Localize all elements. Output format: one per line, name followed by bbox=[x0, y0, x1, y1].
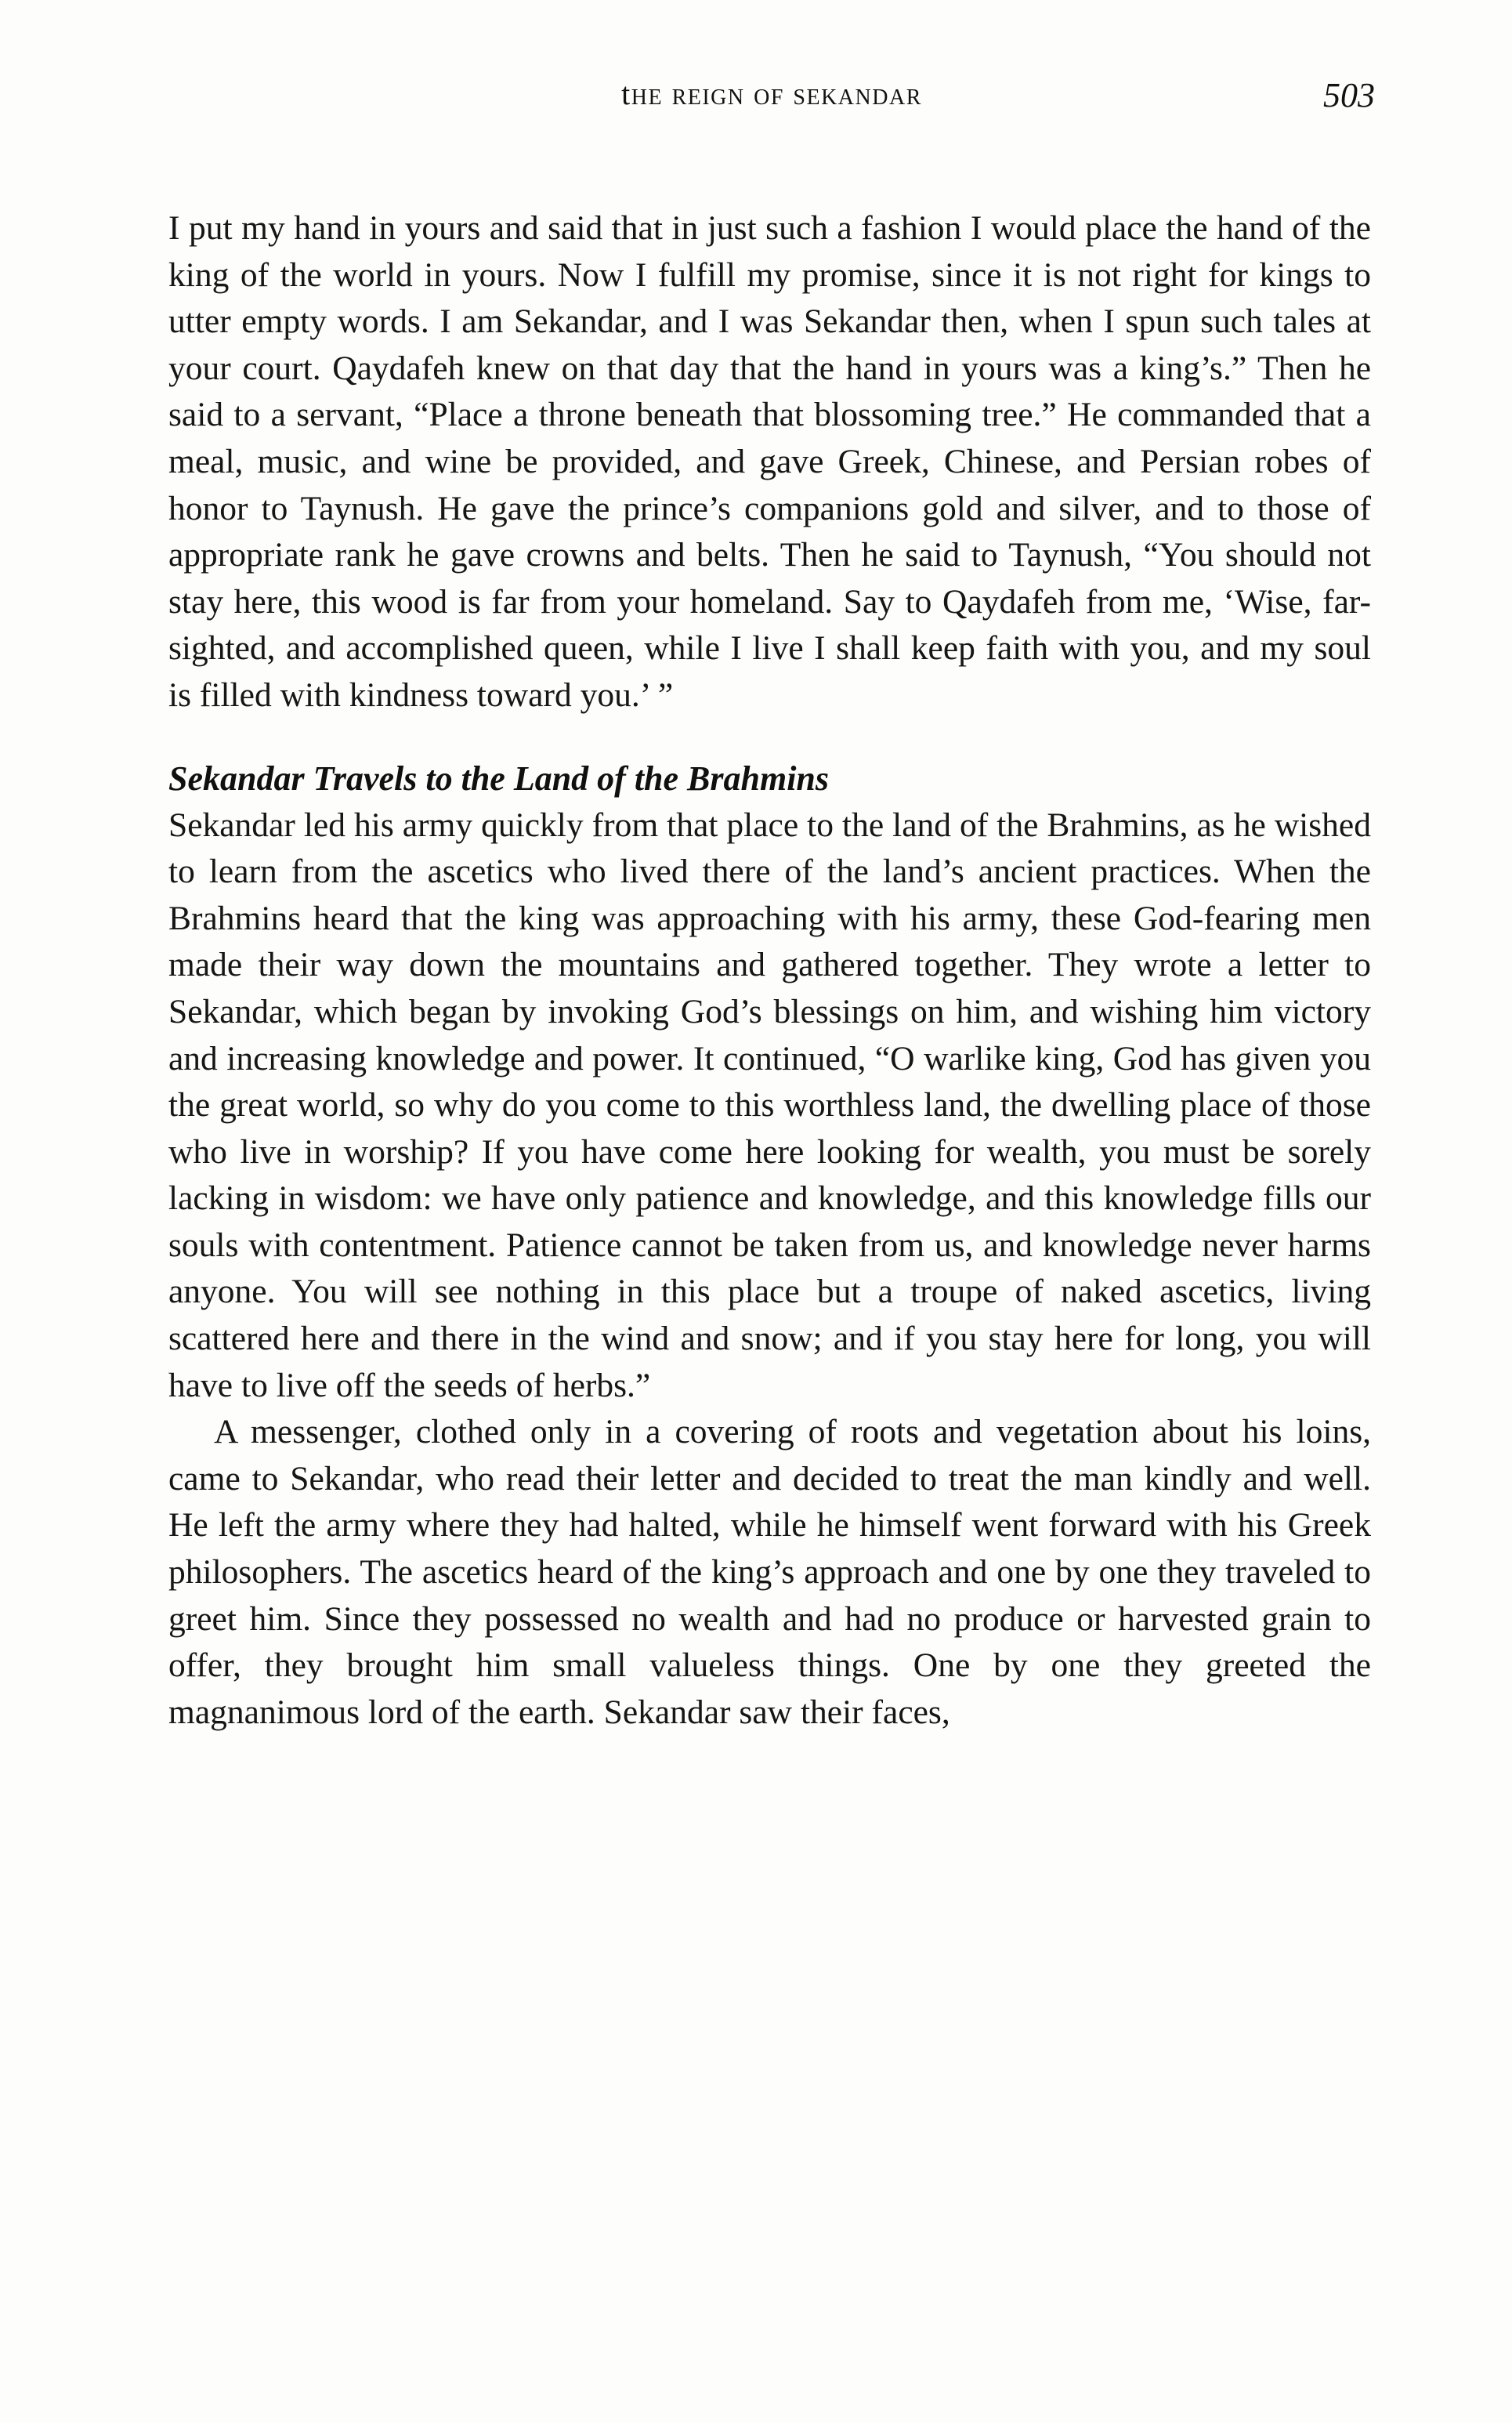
page-number: 503 bbox=[1323, 76, 1375, 114]
section-heading: Sekandar Travels to the Land of the Brahmins bbox=[168, 759, 830, 798]
page-content bbox=[168, 205, 1371, 1736]
running-head: the reign of sekandar bbox=[621, 76, 922, 111]
paragraph-2: Sekandar led his army quickly from that place to the land of the Brahmins, as he wished to learn from the ascetics who lived there of the land’s ancient practices. When the Brahmins heard that the king was approaching with his army, these God-fearing men made their way down the mountains and gathered together. They wrote a letter to Sekandar, which began by invoking God’s blessings on him, and wishing him victory and increasing knowledge and power. It continued, “O warlike king, God has given you the great world, so why do you come to this worthless land, the dwelling place of those who live in worship? If you have come here looking for wealth, you must be sorely lacking in wisdom: we have only patience and knowledge, and this knowledge fills our souls with contentment. Patience cannot be taken from us, and knowledge never harms anyone. You will see nothing in this place but a troupe of naked ascetics, living scattered here and there in the wind and snow; and if you stay here for long, you will have to live off the seeds of herbs.” bbox=[168, 806, 1371, 1404]
page-header bbox=[168, 75, 1375, 122]
paragraph-1: I put my hand in yours and said that in just such a fashion I would place the hand of the king of the world in yours. Now I fulfill my promise, since it is not right for kings to utter empty words. I am Sekandar, and I was Sekandar then, when I spun such tales at your court. Qaydafeh knew on that day that the hand in yours was a king’s.” Then he said to a servant, “Place a throne beneath that blossoming tree.” He commanded that a meal, music, and wine be provided, and gave Greek, Chinese, and Persian robes of honor to Taynush. He gave the prince’s companions gold and silver, and to those of appropriate rank he gave crowns and belts. Then he said to Taynush, “You should not stay here, this wood is far from your homeland. Say to Qaydafeh from me, ‘Wise, far-sighted, and accomplished queen, while I live I shall keep faith with you, and my soul is filled with kindness toward you.’ ” bbox=[168, 209, 1371, 714]
paragraph-3: A messenger, clothed only in a covering of roots and vegetation about his loins, came to Sekandar, who read their letter and decided to treat the man kindly and well. He left the army where they had halted, while he himself went forward with his Greek philosophers. The ascetics heard of the king’s approach and one by one they traveled to greet him. Since they possessed no wealth and had no produce or harvested grain to offer, they brought him small valueless things. One by one they greeted the magnanimous lord of the earth. Sekandar saw their faces, bbox=[168, 1413, 1371, 1731]
